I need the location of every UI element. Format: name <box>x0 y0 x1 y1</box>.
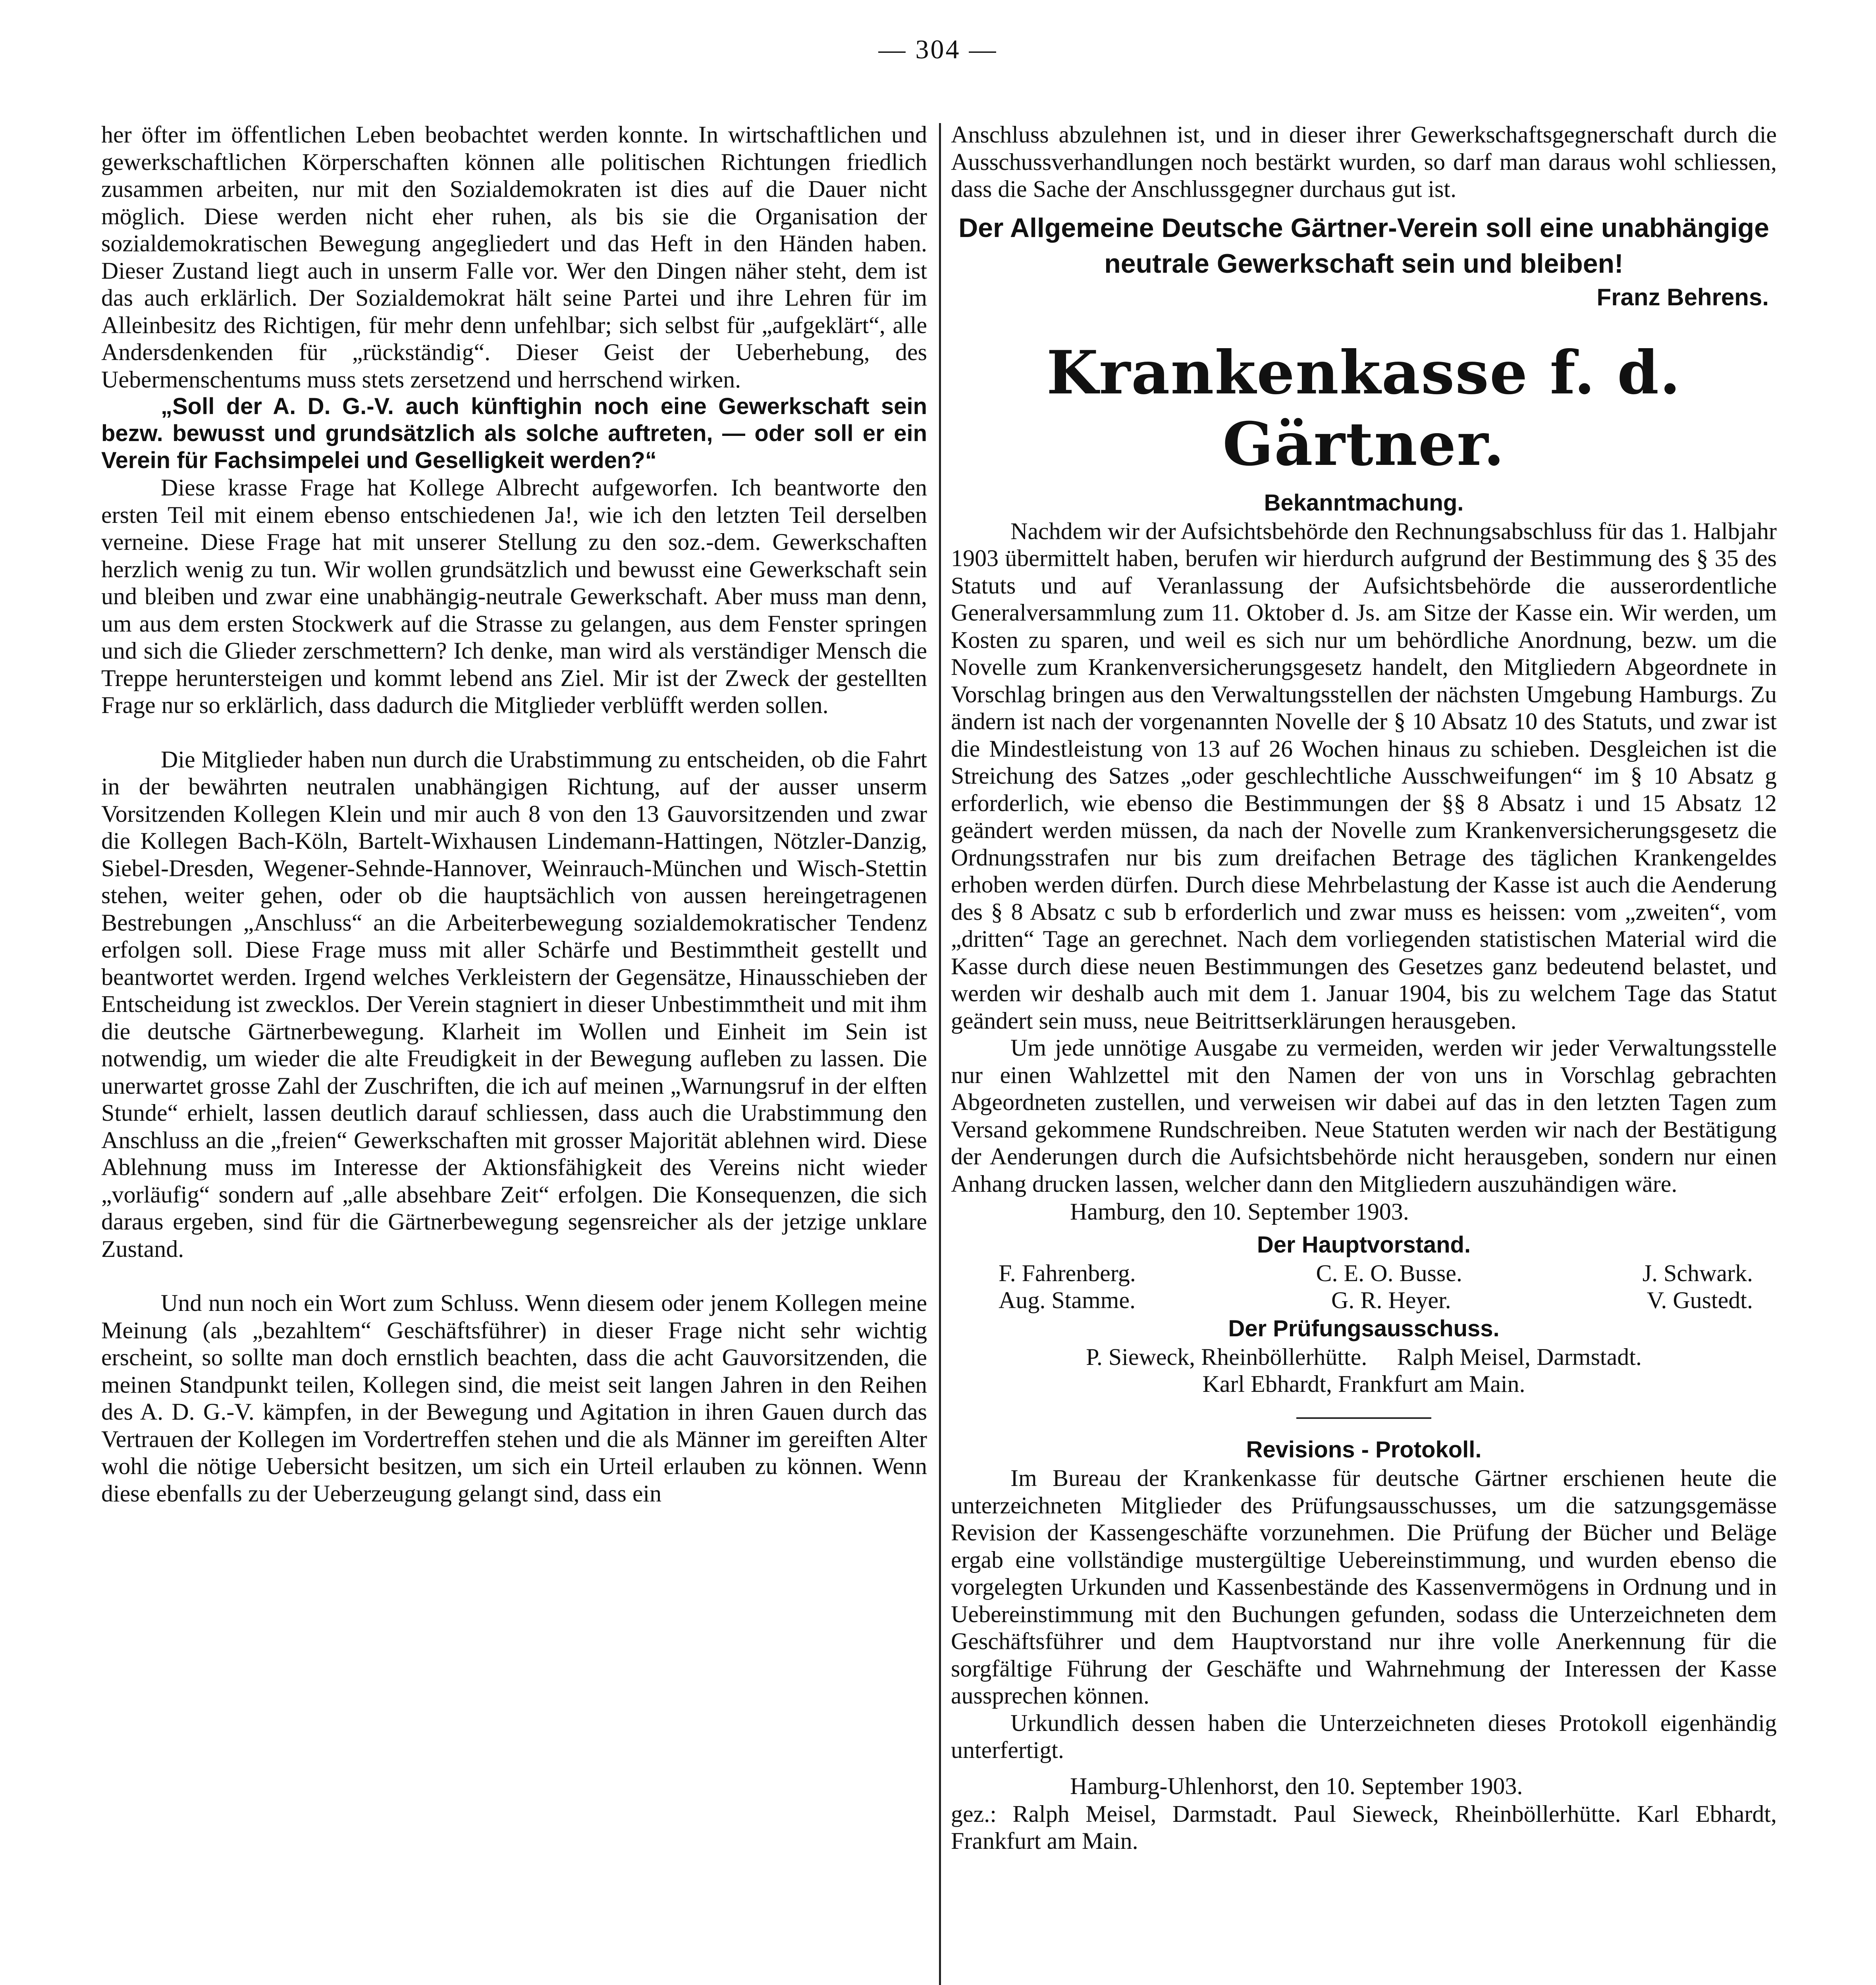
announcement-title: Bekanntmachung. <box>1264 490 1464 516</box>
question-heading: „Soll der A. D. G.-V. auch künftighin noch eine Gewerkschaft sein bezw. bewusst und grundsätzlich als solche auftreten, — oder soll er ein Verein für Fachsimpelei und Geselligkeit werden?“ <box>101 393 927 473</box>
announcement-paragraph-2: Um jede unnötige Ausgabe zu vermeiden, werden wir jeder Verwaltungsstelle nur einen Wahlzettel mit den Namen der von uns in Vorschlag gebrachten Abgeordneten zustellen, und verweisen wir dabei auf das in den letzten Tagen zum Versand gekommene Rundschreiben. Neue Statuten werden wir nach der Bestätigung der Aenderungen durch die Aufsichtsbehörde nicht herausgeben, sondern nur einen Anhang drucken lassen, welcher dann den Mitgliedern auszuhändigen wäre. <box>951 1035 1777 1197</box>
protocol-paragraph-2: Urkundlich dessen haben die Unterzeichneten dieses Protokoll eigenhändig unterfertigt. <box>951 1709 1777 1763</box>
board-member: F. Fahrenberg. <box>999 1260 1136 1286</box>
right-column <box>951 121 1777 1985</box>
author-signature: Franz Behrens. <box>1596 283 1769 310</box>
audit-committee-title: Der Prüfungsausschuss. <box>1228 1316 1500 1341</box>
announcement-date: Hamburg, den 10. September 1903. <box>1070 1199 1409 1225</box>
page-number: — 304 — <box>878 34 998 64</box>
board-member: Aug. Stamme. <box>999 1287 1136 1313</box>
slogan: Der Allgemeine Deutsche Gärtner-Verein soll eine unabhängige neutrale Gewerkschaft sein und bleiben! <box>958 212 1769 279</box>
board-row-2 <box>951 1287 1777 1314</box>
announcement-paragraph-1: Nachdem wir der Aufsichtsbehörde den Rechnungsabschluss für das 1. Halbjahr 1903 übermittelt haben, berufen wir hierdurch aufgrund der Bestimmung des § 35 des Statuts und auf Veranlassung der Aufsichtsbehörde die ausserordentliche Generalversammlung zum 11. Oktober d. Js. am Sitze der Kasse ein. Wir werden, um Kosten zu sparen, und weil es sich nur um behördliche Anordnung, bezw. um die Novelle zum Krankenversicherungsgesetz handelt, den Mitgliedern Abgeordnete in Vorschlag bringen aus den Verwaltungsstellen der nächsten Umgebung Hamburgs. Zu ändern ist nach der vorgenannten Novelle der § 10 Absatz 10 des Statuts, und zwar ist die Mindestleistung von 13 auf 26 Wochen hinaus zu schieben. Desgleichen ist die Streichung des Satzes „oder geschlechtliche Ausschweifungen“ im § 10 Absatz g erforderlich, wie ebenso die Bestimmungen der §§ 8 Absatz i und 15 Absatz 12 geändert werden müssen, da nach der Novelle zum Krankenversicherungsgesetz die Ordnungsstrafen nur bis zum dreifachen Betrage des täglichen Krankengeldes erhoben werden dürfen. Durch diese Mehrbelastung der Kasse ist auch die Aenderung des § 8 Absatz c sub b erforderlich und zwar muss es heissen: vom „zweiten“, vom „dritten“ Tage an gerechnet. Nach dem vorliegenden statistischen Material wird die Kasse durch diese neuen Bestimmungen des Gesetzes ganz bedeutend belastet, und werden wir deshalb auch mit dem 1. Januar 1904, bis zu welchem Tage das Statut geändert sein muss, neue Beitrittserklärungen herausgeben. <box>951 518 1777 1034</box>
left-column <box>101 121 927 1985</box>
left-paragraph-4: Und nun noch ein Wort zum Schluss. Wenn diesem oder jenem Kollegen meine Meinung (als „bezahltem“ Geschäftsführer) in dieser Frage nicht sehr wichtig erscheint, so sollte man doch ernstlich beachten, dass die acht Gauvorsitzenden, die meinen Standpunkt teilen, Kollegen sind, die meist seit langen Jahren in den Reihen des A. D. G.-V. kämpfen, in der Bewegung und Agitation in ihren Gauen durch das Vertrauen der Kollegen im Vordertreffen stehen und die als Männer im gereiften Alter wohl die nötige Uebersicht besitzen, um sich ein Urteil erlauben zu können. Wenn diese ebenfalls zu der Ueberzeugung gelangt sind, dass ein <box>101 1290 927 1507</box>
left-paragraph-1: her öfter im öffentlichen Leben beobachtet werden konnte. In wirtschaftlichen und gewerkschaftlichen Körperschaften können alle politischen Richtungen friedlich zusammen arbeiten, nur mit den Sozialdemokraten ist dies auf die Dauer nicht möglich. Diese werden nicht eher ruhen, als bis sie die Organisation der sozialdemokratischen Bewegung angegliedert und das Heft in den Händen haben. Dieser Zustand liegt auch in unserm Falle vor. Wer den Dingen näher steht, dem ist das auch erklärlich. Der Sozialdemokrat hält seine Partei und ihre Lehren für im Alleinbesitz des Richtigen, für mehr denn unfehlbar; sich selbst für „aufgeklärt“, alle Andersdenkenden für „rückständig“. Dieser Geist der Ueberhebung, des Uebermenschentums muss stets zersetzend und herrschend wirken. <box>101 121 927 393</box>
board-title: Der Hauptvorstand. <box>1257 1232 1471 1258</box>
column-divider <box>939 123 941 1985</box>
board-member: C. E. O. Busse. <box>1316 1260 1462 1286</box>
protocol-date: Hamburg-Uhlenhorst, den 10. September 1903. <box>1070 1773 1523 1799</box>
audit-committee-line-2: Karl Ebhardt, Frankfurt am Main. <box>1202 1371 1525 1397</box>
protocol-title: Revisions - Protokoll. <box>1246 1437 1482 1463</box>
left-paragraph-2: Diese krasse Frage hat Kollege Albrecht aufgeworfen. Ich beantworte den ersten Teil mit einem ebenso entschiedenen Ja!, wie ich den letzten Teil derselben verneine. Diese Frage hat mit unserer Stellung zu den soz.-dem. Gewerkschaften herzlich wenig zu tun. Wir wollen grundsätzlich und bewusst eine Gewerkschaft sein und bleiben und zwar eine unabhängig-neutrale Gewerkschaft. Aber muss man denn, um aus dem ersten Stockwerk auf die Strasse zu gelangen, aus dem Fenster springen und sich die Glieder zerschmettern? Ich denke, man wird als verständiger Mensch die Treppe heruntersteigen und kommt lebend ans Ziel. Mir ist der Zweck der gestellten Frage nur so erklärlich, dass dadurch die Mitglieder verblüfft werden sollen. <box>101 474 927 718</box>
protocol-signatures: gez.: Ralph Meisel, Darmstadt. Paul Sieweck, Rheinböllerhütte. Karl Ebhardt, Frankfurt am Main. <box>951 1800 1777 1854</box>
left-paragraph-3: Die Mitglieder haben nun durch die Urabstimmung zu entscheiden, ob die Fahrt in der bewährten neutralen unabhängigen Richtung, auf der ausser unserm Vorsitzenden Kollegen Klein und mir auch 8 von den 13 Gauvorsitzenden und zwar die Kollegen Bach-Köln, Bartelt-Wixhausen Lindemann-Hattingen, Nötzler-Danzig, Siebel-Dresden, Wegener-Sehnde-Hannover, Weinrauch-München und Wisch-Stettin stehen, weiter gehen, oder ob die hauptsächlich von aussen hereingetragenen Bestrebungen „Anschluss“ an die Arbeiterbewegung sozialdemokratischer Tendenz erfolgen soll. Diese Frage muss mit aller Schärfe und Bestimmtheit gestellt und beantwortet werden. Irgend welches Verkleistern der Gegensätze, Hinausschieben der Entscheidung ist zwecklos. Der Verein stagniert in dieser Unbestimmtheit und mit ihm die deutsche Gärtnerbewegung. Klarheit im Wollen und Einheit im Sein ist notwendig, um wieder die alte Freudigkeit in der Bewegung aufleben zu lassen. Die unerwartet grosse Zahl der Zuschriften, die ich auf meinen „Warnungsruf in der elften Stunde“ erhielt, lassen deutlich darauf schliessen, dass auch die Urabstimmung den Anschluss an die „freien“ Gewerkschaften mit grosser Majorität ablehnen wird. Diese Ablehnung muss im Interesse der Aktionsfähigkeit des Vereins nicht wieder „vorläufig“ sondern auf „alle absehbare Zeit“ erfolgen. Die Konsequenzen, die sich daraus ergeben, sind für die Gärtnerbewegung segensreicher als der jetzige unklare Zustand. <box>101 746 927 1262</box>
board-member: G. R. Heyer. <box>1331 1287 1451 1313</box>
right-continuation: Anschluss abzulehnen ist, und in dieser ihrer Gewerkschaftsgegnerschaft durch die Ausschussverhandlungen noch bestärkt wurden, so darf man daraus wohl schliessen, dass die Sache der Anschlussgegner durchaus gut ist. <box>951 121 1777 202</box>
board-member: J. Schwark. <box>1642 1260 1753 1286</box>
board-member: V. Gustedt. <box>1647 1287 1753 1313</box>
audit-committee-line-1: P. Sieweck, Rheinböllerhütte. Ralph Meisel, Darmstadt. <box>1086 1344 1642 1370</box>
protocol-paragraph-1: Im Bureau der Krankenkasse für deutsche Gärtner erschienen heute die unterzeichneten Mitglieder des Prüfungsausschusses, um die satzungsgemässe Revision der Kassengeschäfte vorzunehmen. Die Prüfung der Bücher und Beläge ergab eine vollständige mustergültige Uebereinstimmung, und wurden ebenso die vorgelegten Urkunden und Kassenbestände des Kassenvermögens in Ordnung und in Uebereinstimmung mit den Buchungen gefunden, sodass die Unterzeichneten dem Geschäftsführer und dem Hauptvorstand nur ihre volle Anerkennung für die sorgfältige Führung der Geschäfte und Wahrnehmung der Interessen der Kasse aussprechen können. <box>951 1465 1777 1709</box>
section-divider <box>1296 1417 1431 1419</box>
masthead-krankenkasse: Krankenkasse f. d. Gärtner. <box>1046 337 1681 479</box>
board-row-1 <box>951 1260 1777 1287</box>
